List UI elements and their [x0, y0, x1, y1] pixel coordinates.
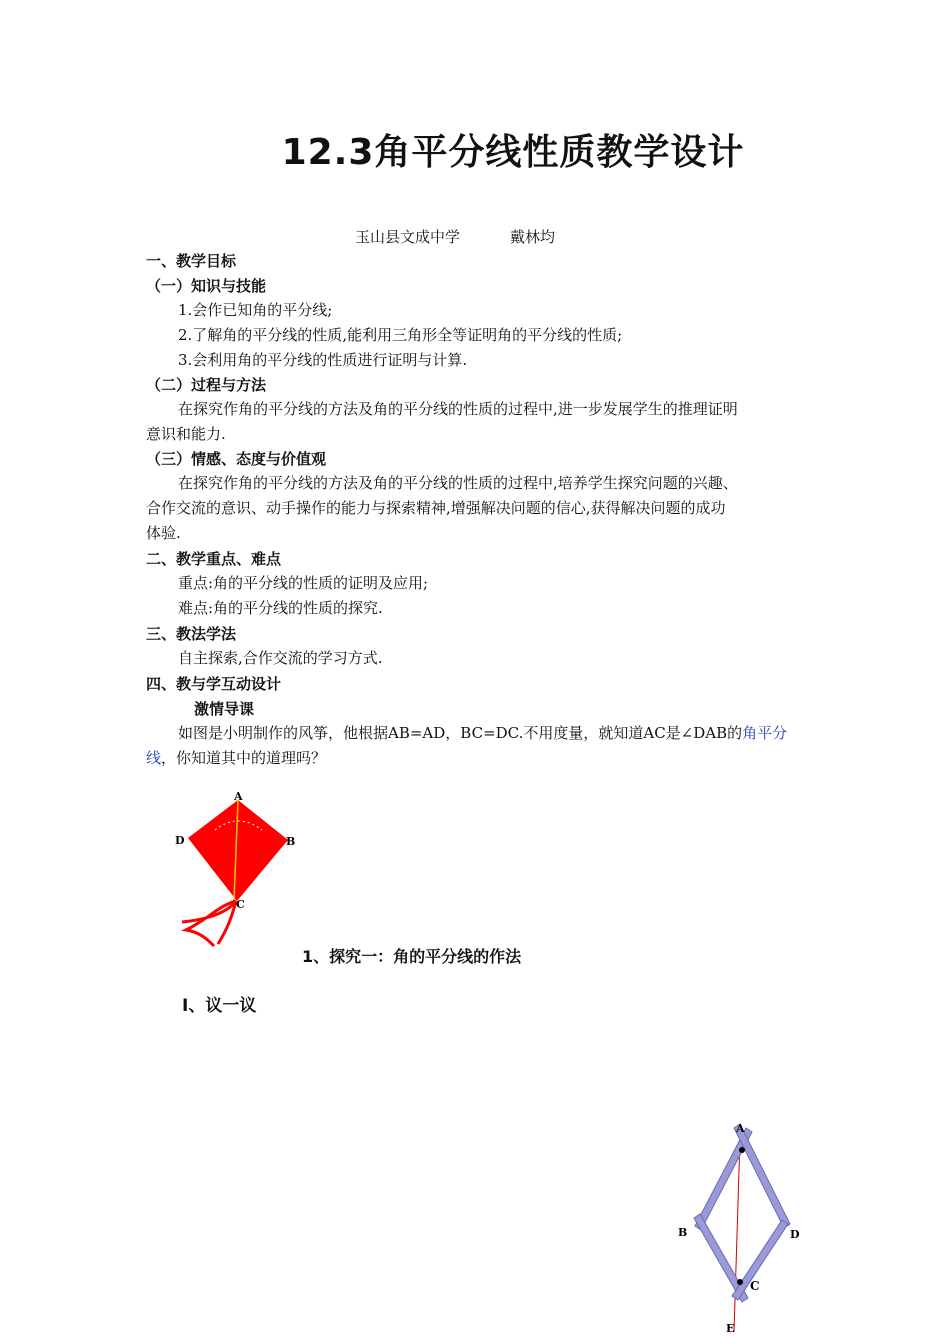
author-name: 戴林均 — [510, 228, 556, 246]
attitude-paragraph-line-2: 合作交流的意识、动手操作的能力与探索精神,增强解决问题的信心,获得解决问题的成功 — [146, 499, 726, 517]
subheading-knowledge: （一）知识与技能 — [146, 277, 267, 295]
intro-paragraph-line-1 — [178, 721, 787, 746]
author-school: 玉山县文成中学 — [355, 228, 461, 246]
subheading-intro: 激情导课 — [194, 700, 255, 718]
goal-item-2: 2.了解角的平分线的性质,能利用三角形全等证明角的平分线的性质; — [178, 326, 623, 344]
key-point-text: 重点:角的平分线的性质的证明及应用; — [178, 574, 429, 592]
process-paragraph-line-2: 意识和能力. — [146, 425, 226, 443]
kite-label-a: A — [234, 790, 243, 803]
section-heading-key-points: 二、教学重点、难点 — [146, 550, 282, 568]
goal-item-1: 1.会作已知角的平分线; — [178, 301, 333, 319]
instrument-label-b: B — [678, 1226, 688, 1239]
subheading-attitude: （三）情感、态度与价值观 — [146, 450, 327, 468]
goal-item-3: 3.会利用角的平分线的性质进行证明与计算. — [178, 351, 468, 369]
instrument-label-c: C — [750, 1279, 760, 1293]
intro-question: ，你知道其中的道理吗？ — [161, 749, 327, 767]
bisector-instrument-figure — [672, 1120, 802, 1340]
pivot-a — [739, 1147, 745, 1153]
section-heading-interaction: 四、教与学互动设计 — [146, 675, 282, 693]
instrument-label-d: D — [790, 1228, 800, 1241]
author-line — [355, 226, 555, 247]
intro-text: 如图是小明制作的风筝，他根据AB=AD，BC=DC.不用度量，就知道AC是∠DAB的 — [178, 724, 743, 742]
bar-ad — [734, 1124, 790, 1228]
bisector-line — [734, 1138, 740, 1332]
subheading-process: （二）过程与方法 — [146, 376, 267, 394]
pivot-c — [737, 1279, 743, 1285]
intro-paragraph-line-2 — [146, 746, 326, 771]
section-heading-methods: 三、教法学法 — [146, 625, 237, 643]
process-paragraph-line-1: 在探究作角的平分线的方法及角的平分线的性质的过程中,进一步发展学生的推理证明 — [178, 400, 738, 418]
attitude-paragraph-line-3: 体验. — [146, 524, 181, 542]
explore-heading-1: 1、探究一：角的平分线的作法 — [302, 947, 522, 966]
angle-bisector-link[interactable]: 角平分 — [742, 724, 788, 742]
bar-dc — [732, 1220, 788, 1300]
instrument-label-a: A — [736, 1122, 745, 1135]
kite-tail — [182, 901, 236, 946]
difficult-point-text: 难点:角的平分线的性质的探究. — [178, 599, 383, 617]
kite-label-c: C — [236, 898, 245, 911]
kite-figure — [170, 788, 305, 948]
section-heading-goals: 一、教学目标 — [146, 252, 237, 270]
attitude-paragraph-line-1: 在探究作角的平分线的方法及角的平分线的性质的过程中,培养学生探究问题的兴趣、 — [178, 474, 738, 492]
page-title: 12.3角平分线性质教学设计 — [281, 132, 745, 173]
angle-bisector-link-continued[interactable]: 线 — [146, 749, 162, 767]
kite-label-b: B — [286, 835, 296, 848]
discuss-heading: Ⅰ、议一议 — [182, 996, 257, 1016]
instrument-label-e: E — [726, 1322, 735, 1335]
methods-text: 自主探索,合作交流的学习方式. — [178, 649, 383, 667]
kite-label-d: D — [175, 834, 185, 847]
